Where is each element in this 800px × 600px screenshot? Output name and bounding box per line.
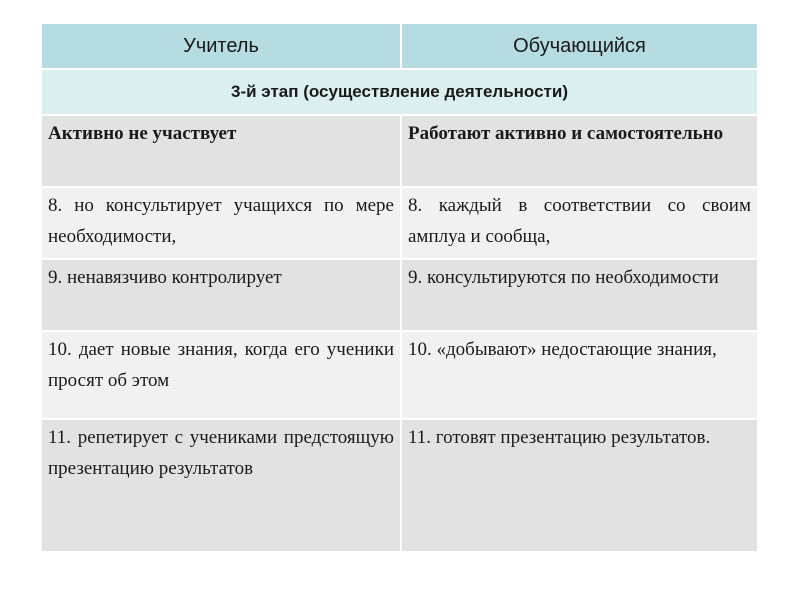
table-row [41,187,758,259]
student-cell: 8. каждый в соответствии со своим амплуа и сообща, [408,195,751,247]
header-student: Обучающийся [401,23,758,69]
comparison-table [40,22,759,553]
teacher-cell: 10. дает новые знания, когда его ученики просят об этом [48,339,394,391]
student-cell: 11. готовят презентацию результатов. [408,427,711,448]
table-row [41,331,758,419]
table-row [41,259,758,331]
header-teacher: Учитель [41,23,401,69]
teacher-cell: 11. репетирует с учениками предстоящую презентацию результатов [48,427,394,479]
table-row [41,115,758,187]
student-cell: 10. «добывают» недостающие знания, [408,339,717,360]
stage-title: 3-й этап (осуществление деятельности) [41,69,758,115]
stage-row [41,69,758,115]
teacher-cell: Активно не участвует [48,123,237,144]
student-cell: Работают активно и самостоятельно [408,123,724,144]
student-cell: 9. консультируются по необходимости [408,267,719,288]
table-row [41,419,758,552]
teacher-cell: 8. но консультирует учащихся по мере необходимости, [48,195,394,247]
header-row [41,23,758,69]
teacher-cell: 9. ненавязчиво контролирует [48,267,282,288]
